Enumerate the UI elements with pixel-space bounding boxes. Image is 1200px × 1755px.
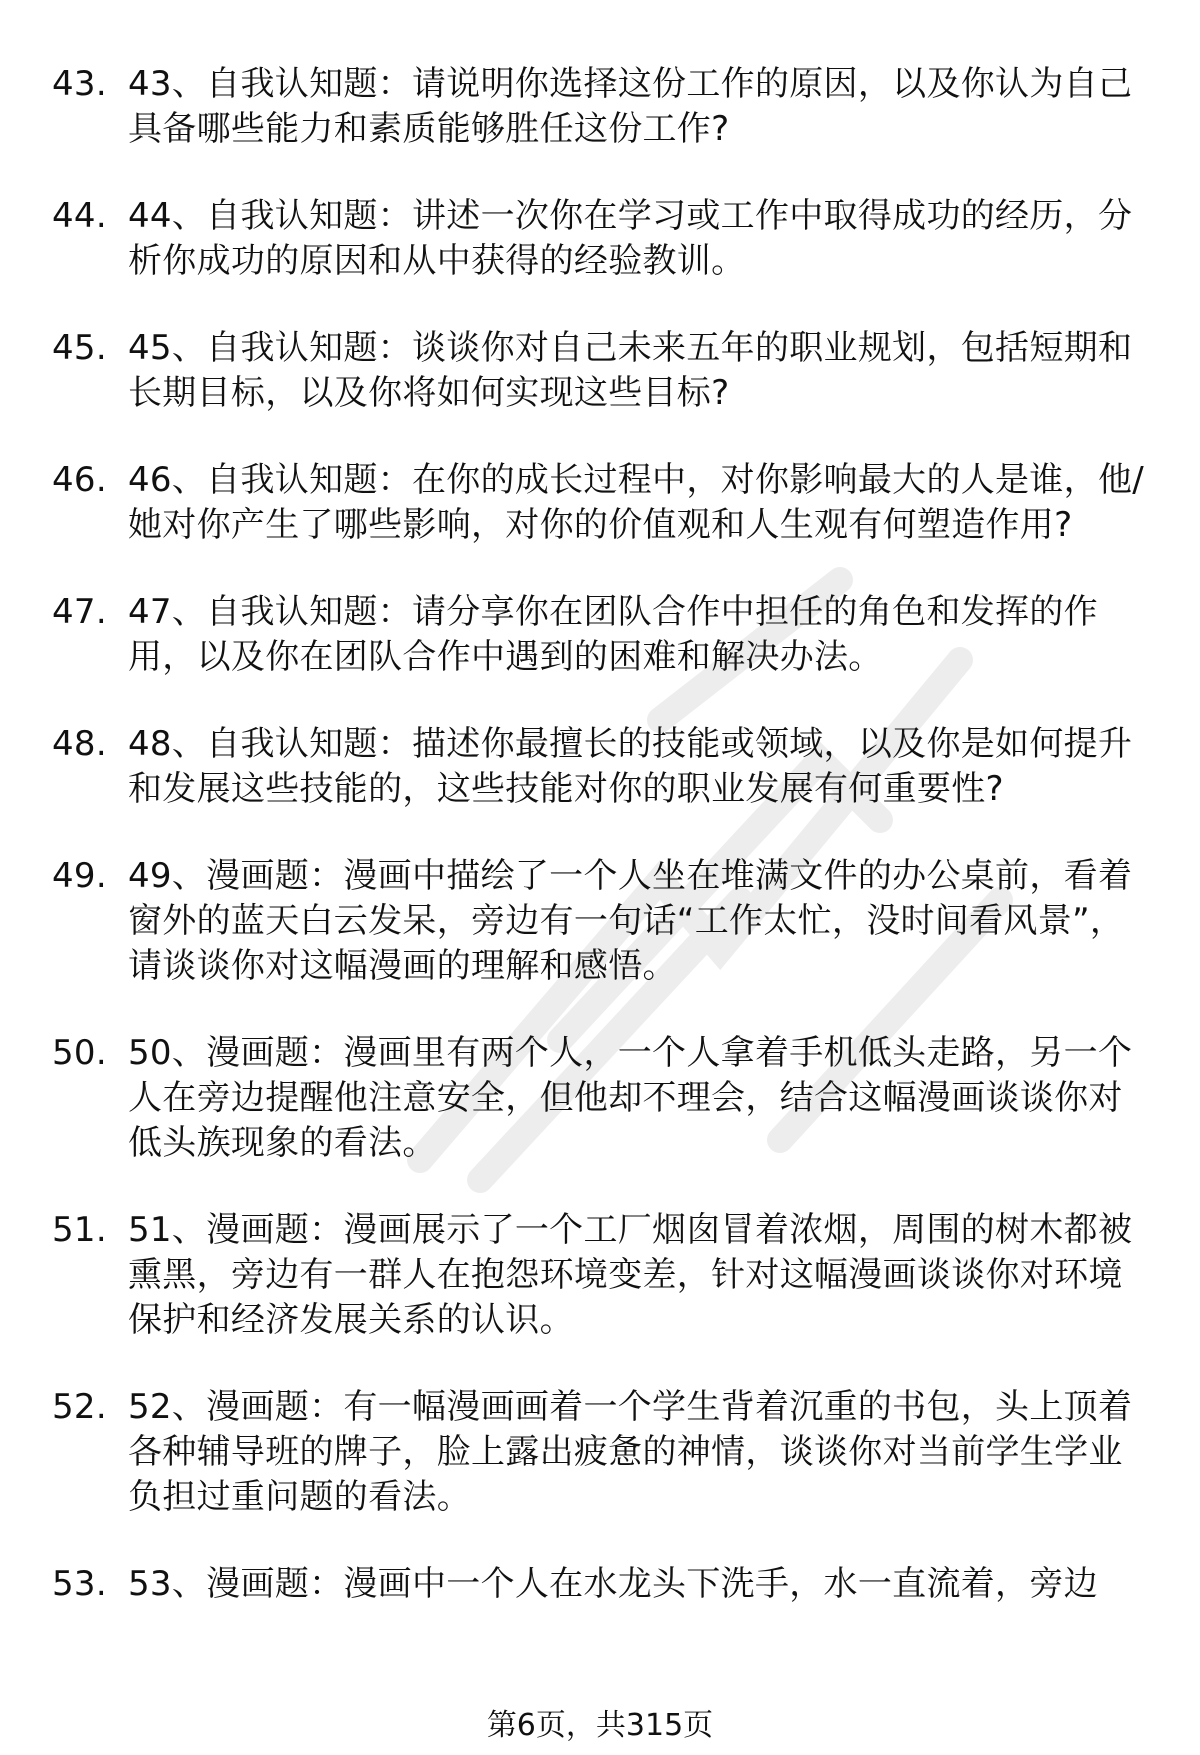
item-text: 50、漫画题：漫画里有两个人，一个人拿着手机低头走路，另一个人在旁边提醒他注意安全，但他却不理会，结合这幅漫画谈谈你对低头族现象的看法。 bbox=[128, 1033, 1133, 1163]
list-item bbox=[0, 1562, 1200, 1607]
item-number: 50. bbox=[52, 1033, 107, 1073]
item-text: 47、自我认知题：请分享你在团队合作中担任的角色和发挥的作用，以及你在团队合作中遇到的困难和解决办法。 bbox=[128, 592, 1098, 677]
item-number: 45. bbox=[52, 328, 107, 368]
item-number: 52. bbox=[52, 1387, 107, 1427]
item-number: 51. bbox=[52, 1210, 107, 1250]
item-text: 44、自我认知题：讲述一次你在学习或工作中取得成功的经历，分析你成功的原因和从中获得的经验教训。 bbox=[128, 196, 1133, 281]
list-item bbox=[0, 854, 1200, 989]
item-number: 44. bbox=[52, 196, 107, 236]
list-item bbox=[0, 458, 1200, 548]
item-text: 48、自我认知题：描述你最擅长的技能或领域，以及你是如何提升和发展这些技能的，这些技能对你的职业发展有何重要性? bbox=[128, 724, 1133, 809]
item-text: 43、自我认知题：请说明你选择这份工作的原因，以及你认为自己具备哪些能力和素质能够胜任这份工作? bbox=[128, 64, 1133, 149]
list-item bbox=[0, 1385, 1200, 1520]
list-item bbox=[0, 1208, 1200, 1343]
list-item bbox=[0, 194, 1200, 284]
item-number: 43. bbox=[52, 64, 107, 104]
item-text: 51、漫画题：漫画展示了一个工厂烟囱冒着浓烟，周围的树木都被熏黑，旁边有一群人在抱怨环境变差，针对这幅漫画谈谈你对环境保护和经济发展关系的认识。 bbox=[128, 1210, 1133, 1340]
list-item bbox=[0, 326, 1200, 416]
item-number: 48. bbox=[52, 724, 107, 764]
item-text: 46、自我认知题：在你的成长过程中，对你影响最大的人是谁，他/她对你产生了哪些影响，对你的价值观和人生观有何塑造作用? bbox=[128, 460, 1145, 545]
item-text: 52、漫画题：有一幅漫画画着一个学生背着沉重的书包，头上顶着各种辅导班的牌子，脸上露出疲惫的神情，谈谈你对当前学生学业负担过重问题的看法。 bbox=[128, 1387, 1133, 1517]
item-number: 53. bbox=[52, 1564, 107, 1604]
item-number: 47. bbox=[52, 592, 107, 632]
page-footer: 第6页，共315页 bbox=[486, 1708, 714, 1743]
list-item bbox=[0, 722, 1200, 812]
list-item bbox=[0, 62, 1200, 152]
question-list bbox=[0, 62, 1200, 1649]
item-text: 45、自我认知题：谈谈你对自己未来五年的职业规划，包括短期和长期目标，以及你将如何实现这些目标? bbox=[128, 328, 1133, 413]
list-item bbox=[0, 1031, 1200, 1166]
list-item bbox=[0, 590, 1200, 680]
item-text: 49、漫画题：漫画中描绘了一个人坐在堆满文件的办公桌前，看着窗外的蓝天白云发呆，旁边有一句话“工作太忙，没时间看风景”，请谈谈你对这幅漫画的理解和感悟。 bbox=[128, 856, 1133, 986]
item-number: 49. bbox=[52, 856, 107, 896]
item-number: 46. bbox=[52, 460, 107, 500]
item-text: 53、漫画题：漫画中一个人在水龙头下洗手，水一直流着，旁边 bbox=[128, 1564, 1098, 1604]
